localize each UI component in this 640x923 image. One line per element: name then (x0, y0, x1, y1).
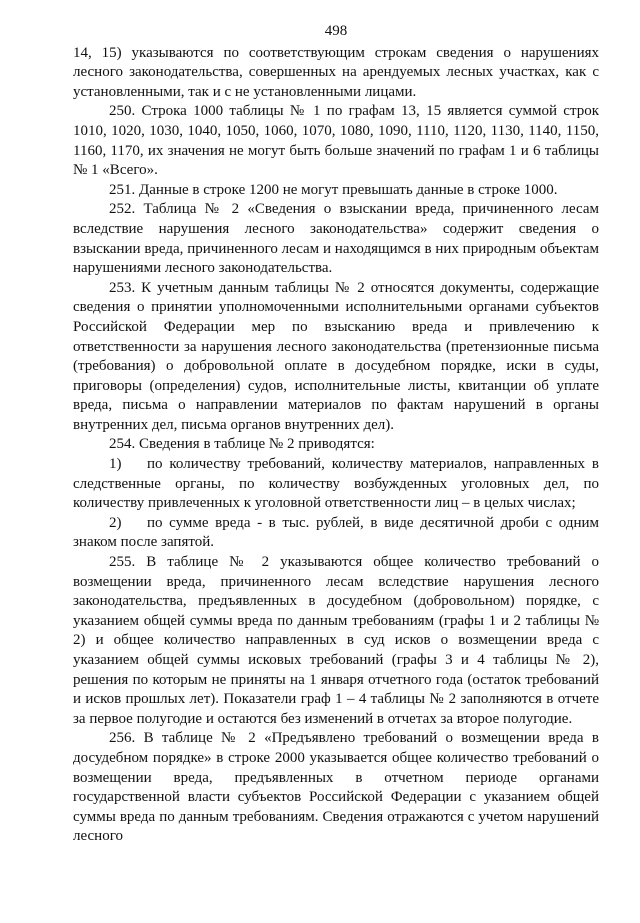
paragraph: 254. Сведения в таблице № 2 приводятся: (109, 436, 375, 453)
list-item-text: по сумме вреда - в тыс. рублей, в виде десятичной дроби с одним знаком после запятой. (73, 514, 599, 551)
paragraph: 256. В таблице № 2 «Предъявлено требований о возмещении вреда в досудебном порядке» в строке 2000 указывается общее количество требований о возмещении вреда, предъявленных в отчетном периоде органами государственной власти субъектов Российской Федерации с указанием общей суммы вреда по данным требованиям. Сведения отражаются с учетом нарушений лесного (73, 730, 599, 845)
page-number: 498 (324, 23, 348, 39)
paragraph: 253. К учетным данным таблицы № 2 относятся документы, содержащие сведения о принятии уполномоченными исполнительными органами субъектов Российской Федерации мер по взысканию вреда и привлечению к ответственности за нарушения лесного законодательства (претензионные письма (требования) о добровольной оплате в досудебном порядке, иски в суды, приговоры (определения) судов, исполнительные листы, квитанции об уплате вреда, письма о направлении материалов по фактам нарушений в органы внутренних дел, письма органов внутренних дел). (73, 279, 599, 433)
paragraph: 252. Таблица № 2 «Сведения о взыскании вреда, причиненного лесам вследствие нарушения лесного законодательства» содержит сведения о взыскании вреда, причиненного лесам и находящимся в них природным объектам нарушениями лесного законодательства. (73, 201, 599, 277)
document-page (73, 22, 599, 847)
paragraph: 251. Данные в строке 1200 не могут превышать данные в строке 1000. (109, 181, 558, 198)
list-item-number: 2) (109, 514, 122, 531)
list-item-number: 1) (109, 456, 122, 473)
document-body (73, 44, 599, 847)
list-item (73, 455, 599, 514)
paragraph: 14, 15) указываются по соответствующим строкам сведения о нарушениях лесного законодательства, совершенных на арендуемых лесных участках, как с установленными, так и с не установленными лицами. (73, 44, 599, 100)
paragraph: 255. В таблице № 2 указываются общее количество требований о возмещении вреда, причиненного лесам вследствие нарушения лесного законодательства, предъявленных в досудебном (добровольном) порядке, с указанием общей суммы вреда по данным требованиям (графы 1 и 2 таблицы № 2) и общее количество направленных в суд исков о возмещении вреда с указанием общей суммы исковых требований (графы 3 и 4 таблицы № 2), решения по которым не приняты на 1 января отчетного года (остаток требований и исков прошлых лет). Показатели граф 1 – 4 таблицы № 2 заполняются в отчете за первое полугодие и остаются без изменений в отчетах за второе полугодие. (73, 554, 599, 727)
paragraph: 250. Строка 1000 таблицы № 1 по графам 13, 15 является суммой строк 1010, 1020, 1030, 1040, 1050, 1060, 1070, 1080, 1090, 1110, 1120, 1130, 1140, 1150, 1160, 1170, их значения не могут быть больше значений по графам 1 и 6 таблицы № 1 «Всего». (73, 103, 599, 179)
list-item-text: по количеству требований, количеству материалов, направленных в следственные органы, по количеству возбужденных уголовных дел, по количеству привлеченных к уголовной ответственности лиц – в целых числах; (73, 456, 599, 512)
list-item (73, 514, 599, 553)
